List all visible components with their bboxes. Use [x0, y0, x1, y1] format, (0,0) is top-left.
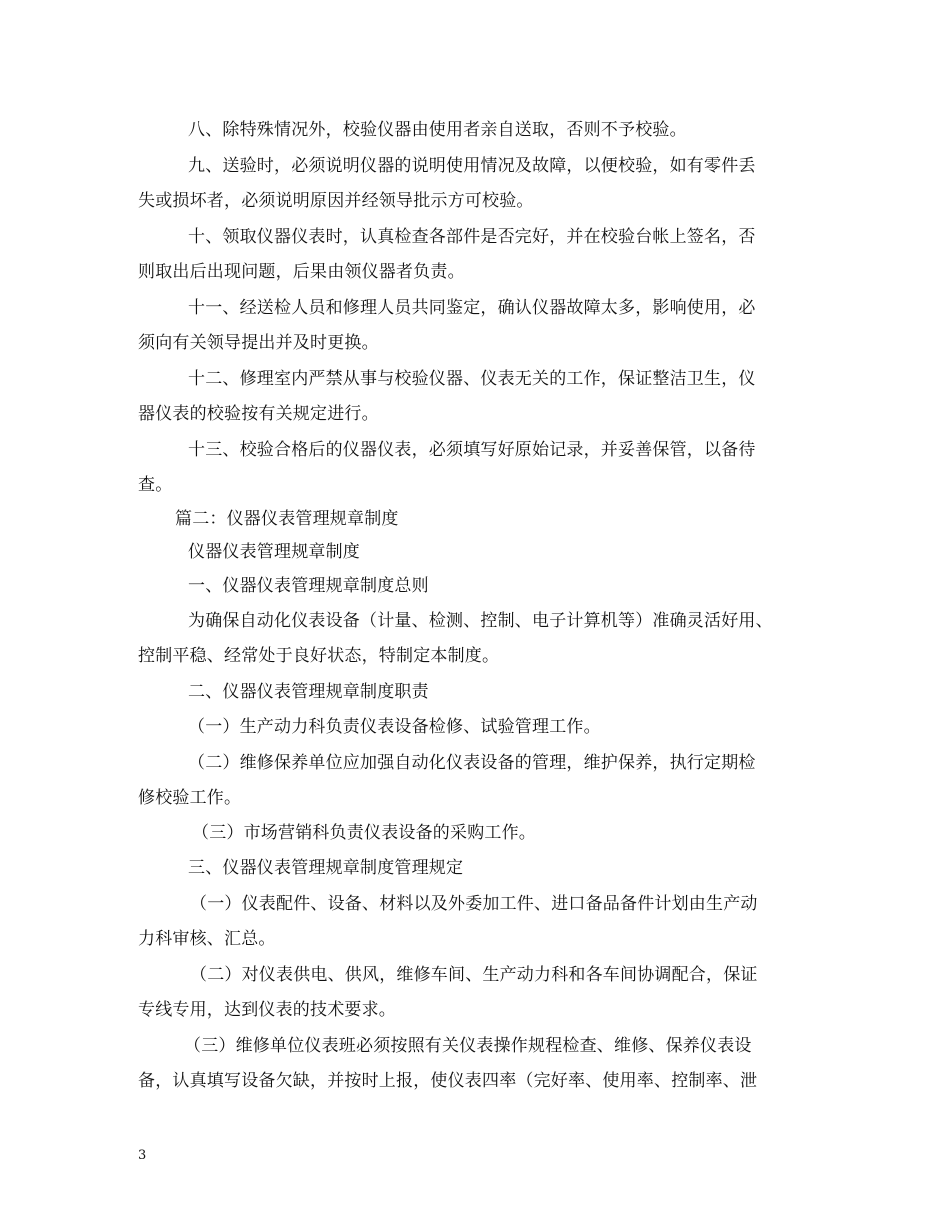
text-line: 须向有关领导提出并及时更换。 — [138, 333, 379, 353]
text-line: 控制平稳、经常处于良好状态，特制定本制度。 — [138, 646, 500, 666]
document-title: 仪器仪表管理规章制度 — [188, 542, 360, 562]
text-line: （三）市场营销科负责仪表设备的采购工作。 — [192, 823, 536, 843]
text-line: 查。 — [138, 475, 173, 495]
text-line: 器仪表的校验按有关规定进行。 — [138, 404, 379, 424]
text-line: 十一、经送检人员和修理人员共同鉴定，确认仪器故障太多，影响使用，必 — [188, 298, 756, 318]
text-line: （二）对仪表供电、供风，维修车间、生产动力科和各车间协调配合，保证 — [190, 965, 758, 985]
text-line: 一、仪器仪表管理规章制度总则 — [188, 576, 429, 596]
text-line: 十三、校验合格后的仪器仪表，必须填写好原始记录，并妥善保管，以备待 — [188, 440, 756, 460]
text-line: 专线专用，达到仪表的技术要求。 — [138, 1000, 396, 1020]
text-line: 三、仪器仪表管理规章制度管理规定 — [188, 858, 464, 878]
text-line: （一）仪表配件、设备、材料以及外委加工件、进口备品备件计划由生产动 — [190, 894, 758, 914]
text-line: （一）生产动力科负责仪表设备检修、试验管理工作。 — [188, 717, 601, 737]
text-line: 十二、修理室内严禁从事与校验仪器、仪表无关的工作，保证整洁卫生，仪 — [188, 369, 756, 389]
text-line: 八、除特殊情况外，校验仪器由使用者亲自送取，否则不予校验。 — [188, 120, 687, 140]
text-line: 失或损坏者，必须说明原因并经领导批示方可校验。 — [138, 191, 534, 211]
text-line: 修校验工作。 — [138, 788, 242, 808]
page-number: 3 — [138, 1148, 147, 1163]
text-line: 力科审核、汇总。 — [138, 929, 276, 949]
text-line: 十、领取仪器仪表时，认真检查各部件是否完好，并在校验台帐上签名，否 — [188, 227, 756, 247]
text-line: 九、送验时，必须说明仪器的说明使用情况及故障，以便校验，如有零件丢 — [188, 156, 756, 176]
text-line: 备，认真填写设备欠缺，并按时上报，使仪表四率（完好率、使用率、控制率、泄 — [138, 1071, 758, 1091]
text-line: （二）维修保养单位应加强自动化仪表设备的管理，维护保养，执行定期检 — [188, 753, 756, 773]
section-heading: 篇二：仪器仪表管理规章制度 — [175, 509, 399, 529]
text-line: （三）维修单位仪表班必须按照有关仪表操作规程检查、维修、保养仪表设 — [184, 1036, 752, 1056]
text-line: 为确保自动化仪表设备（计量、检测、控制、电子计算机等）准确灵活好用、 — [188, 611, 773, 631]
text-line: 则取出后出现问题，后果由领仪器者负责。 — [138, 262, 465, 282]
text-line: 二、仪器仪表管理规章制度职责 — [188, 682, 429, 702]
